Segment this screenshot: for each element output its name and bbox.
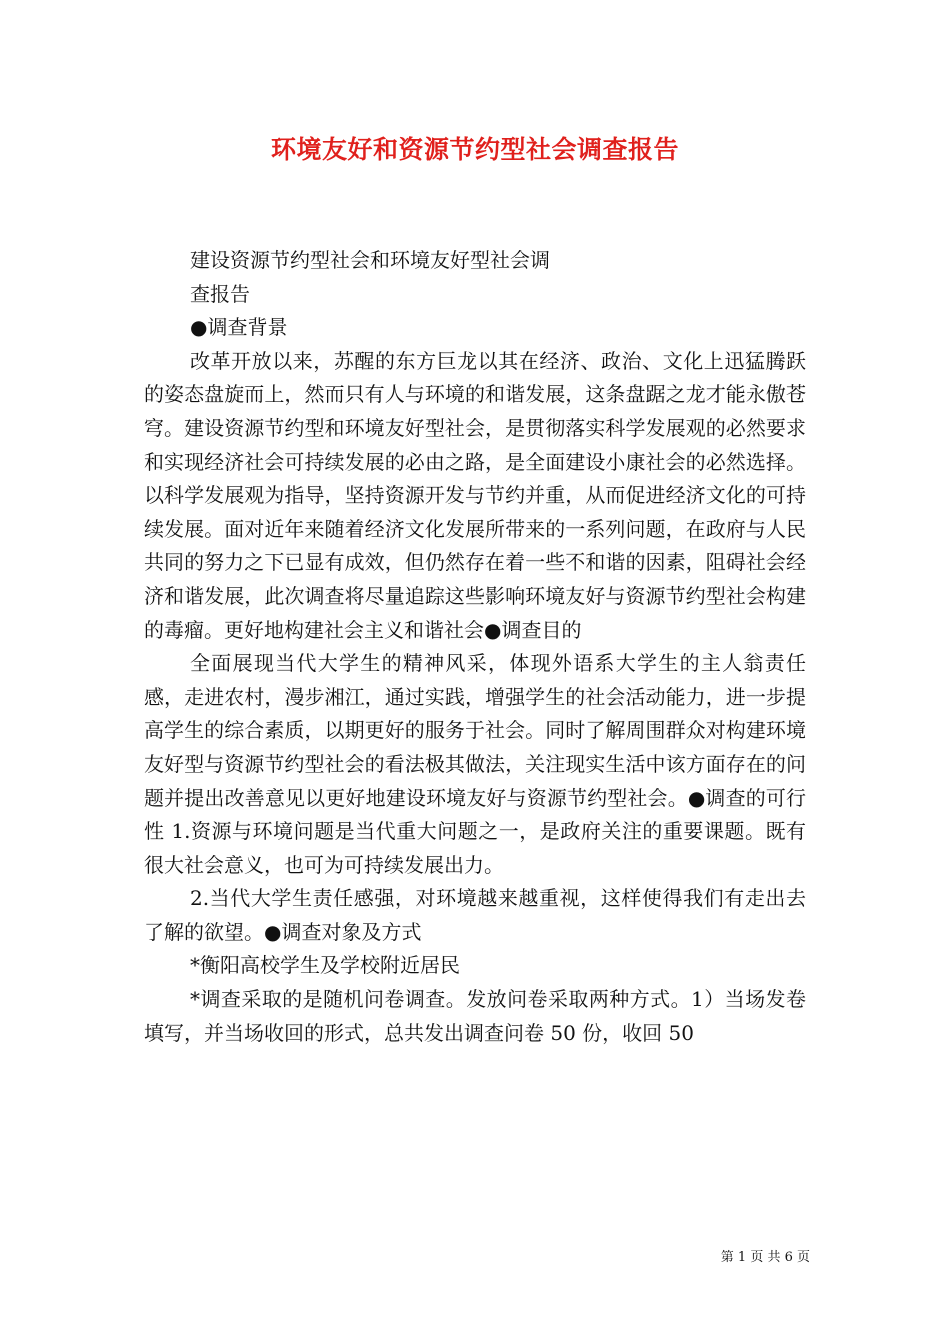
paragraph-subjects: *衡阳高校学生及学校附近居民 (190, 953, 460, 978)
paragraph-heading-line-1: 建设资源节约型社会和环境友好型社会调 (190, 248, 550, 272)
paragraph-purpose: 全面展现当代大学生的精神风采，体现外语系大学生的主人翁责任感，走进农村，漫步湘江，通过实践，增强学生的社会活动能力，进一步提高学生的综合素质，以期更好的服务于社会。同时了解周围群众对构建环境友好型与资源节约型社会的看法极其做法，关注现实生活中该方面存在的问题并提出改善意见以更好地建设环境友好与资源节约型社会。●调查的可行性 1.资源与环境问题是当代重大问题之一，是政府关注的重要课题。既有很大社会意义，也可为可持续发展出力。 (144, 651, 806, 877)
document-title: 环境友好和资源节约型社会调查报告 (270, 135, 679, 164)
paragraph-feasibility-2: 2.当代大学生责任感强，对环境越来越重视，这样使得我们有走出去了解的欲望。●调查对象及方式 (144, 886, 806, 944)
paragraph-method: *调查采取的是随机问卷调查。发放问卷采取两种方式。1）当场发卷填写，并当场收回的形式，总共发出调查问卷 50 份，收回 50 (144, 987, 806, 1045)
section-heading-background: ●调查背景 (190, 315, 288, 340)
document-body (144, 244, 806, 1050)
paragraph-heading-line-2: 查报告 (190, 281, 250, 306)
page-number-footer: 第 1 页 共 6 页 (720, 1250, 810, 1265)
paragraph-background: 改革开放以来，苏醒的东方巨龙以其在经济、政治、文化上迅猛腾跃的姿态盘旋而上，然而只有人与环境的和谐发展，这条盘踞之龙才能永傲苍穹。建设资源节约型和环境友好型社会，是贯彻落实科学发展观的必然要求和实现经济社会可持续发展的必由之路，是全面建设小康社会的必然选择。以科学发展观为指导，坚持资源开发与节约并重，从而促进经济文化的可持续发展。面对近年来随着经济文化发展所带来的一系列问题，在政府与人民共同的努力之下已显有成效，但仍然存在着一些不和谐的因素，阻碍社会经济和谐发展，此次调查将尽量追踪这些影响环境友好与资源节约型社会构建的毒瘤。更好地构建社会主义和谐社会●调查目的 (144, 348, 806, 642)
